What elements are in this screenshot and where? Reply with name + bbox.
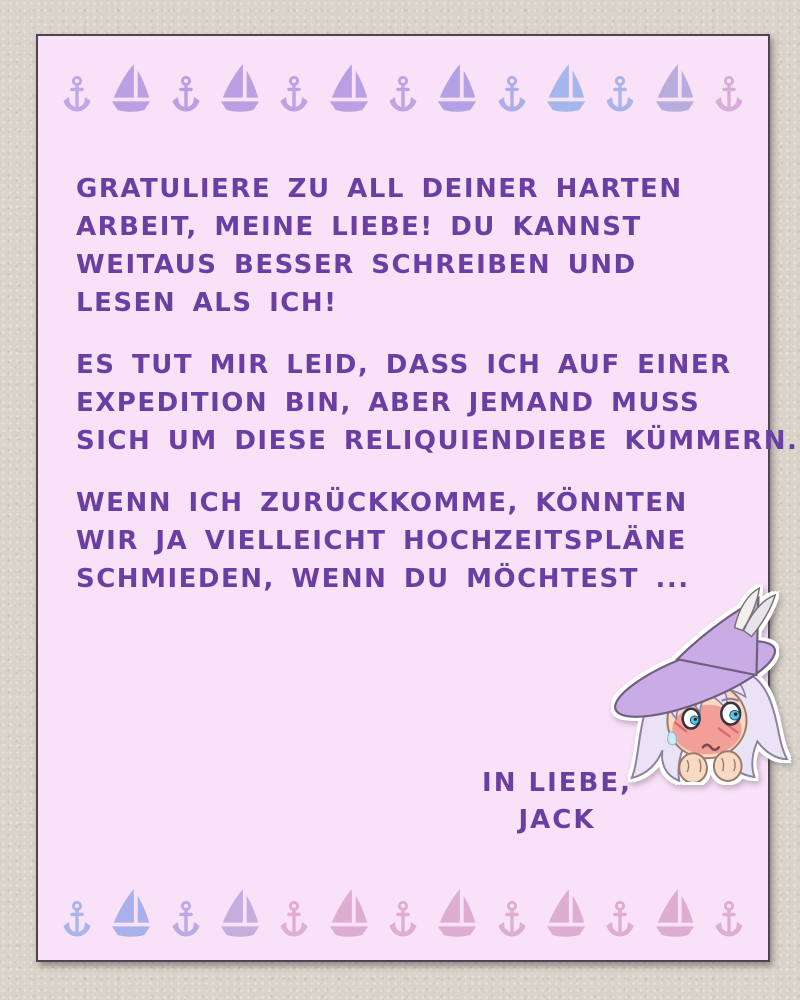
sailboat-icon <box>109 887 153 939</box>
anchor-icon <box>386 900 420 939</box>
witch-girl-sticker-art <box>608 584 796 782</box>
sailboat-icon <box>435 887 479 939</box>
signature-name: JACK <box>518 805 596 835</box>
anchor-icon <box>169 75 203 114</box>
letter-body <box>76 170 799 622</box>
love-letter <box>36 34 799 962</box>
letter-line: LESEN ALS ICH! <box>76 288 338 318</box>
letter-line: SICH UM DIESE RELIQUIENDIEBE KÜMMERN. <box>76 426 799 456</box>
bottom-border-icons <box>60 885 746 939</box>
sailboat-icon <box>544 887 588 939</box>
letter-paragraph <box>76 346 799 460</box>
sailboat-icon <box>653 887 697 939</box>
letter-line: EXPEDITION BIN, ABER JEMAND MUSS <box>76 388 701 418</box>
anchor-icon <box>277 75 311 114</box>
letter-line: WENN ICH ZURÜCKKOMME, KÖNNTEN <box>76 488 688 518</box>
sailboat-icon <box>327 887 371 939</box>
anchor-icon <box>386 75 420 114</box>
signature-closing: IN LIEBE, <box>482 768 632 798</box>
feather-icon <box>735 588 776 636</box>
anchor-icon <box>60 75 94 114</box>
letter-line: WEITAUS BESSER SCHREIBEN UND <box>76 250 637 280</box>
anchor-icon <box>495 75 529 114</box>
sailboat-icon <box>218 62 262 114</box>
letter-line: SCHMIEDEN, WENN DU MÖCHTEST ... <box>76 564 690 594</box>
letter-paragraph <box>76 484 752 598</box>
letter-line: ES TUT MIR LEID, DASS ICH AUF EINER <box>76 350 732 380</box>
top-border-icons <box>60 60 746 114</box>
anchor-icon <box>603 900 637 939</box>
anchor-icon <box>169 900 203 939</box>
anchor-icon <box>495 900 529 939</box>
anchor-icon <box>712 900 746 939</box>
sweat-drop-icon <box>668 732 677 745</box>
sailboat-icon <box>327 62 371 114</box>
sailboat-icon <box>435 62 479 114</box>
anchor-icon <box>277 900 311 939</box>
sailboat-icon <box>218 887 262 939</box>
sailboat-icon <box>109 62 153 114</box>
letter-line: WIR JA VIELLEICHT HOCHZEITSPLÄNE <box>76 526 687 556</box>
letter-line: GRATULIERE ZU ALL DEINER HARTEN <box>76 174 683 204</box>
letter-line: ARBEIT, MEINE LIEBE! DU KANNST <box>76 212 642 242</box>
letter-paragraph <box>76 170 752 322</box>
anchor-icon <box>712 75 746 114</box>
anchor-icon <box>603 75 637 114</box>
witch-girl-sticker <box>608 584 796 782</box>
anchor-icon <box>60 900 94 939</box>
sailboat-icon <box>653 62 697 114</box>
sailboat-icon <box>544 62 588 114</box>
